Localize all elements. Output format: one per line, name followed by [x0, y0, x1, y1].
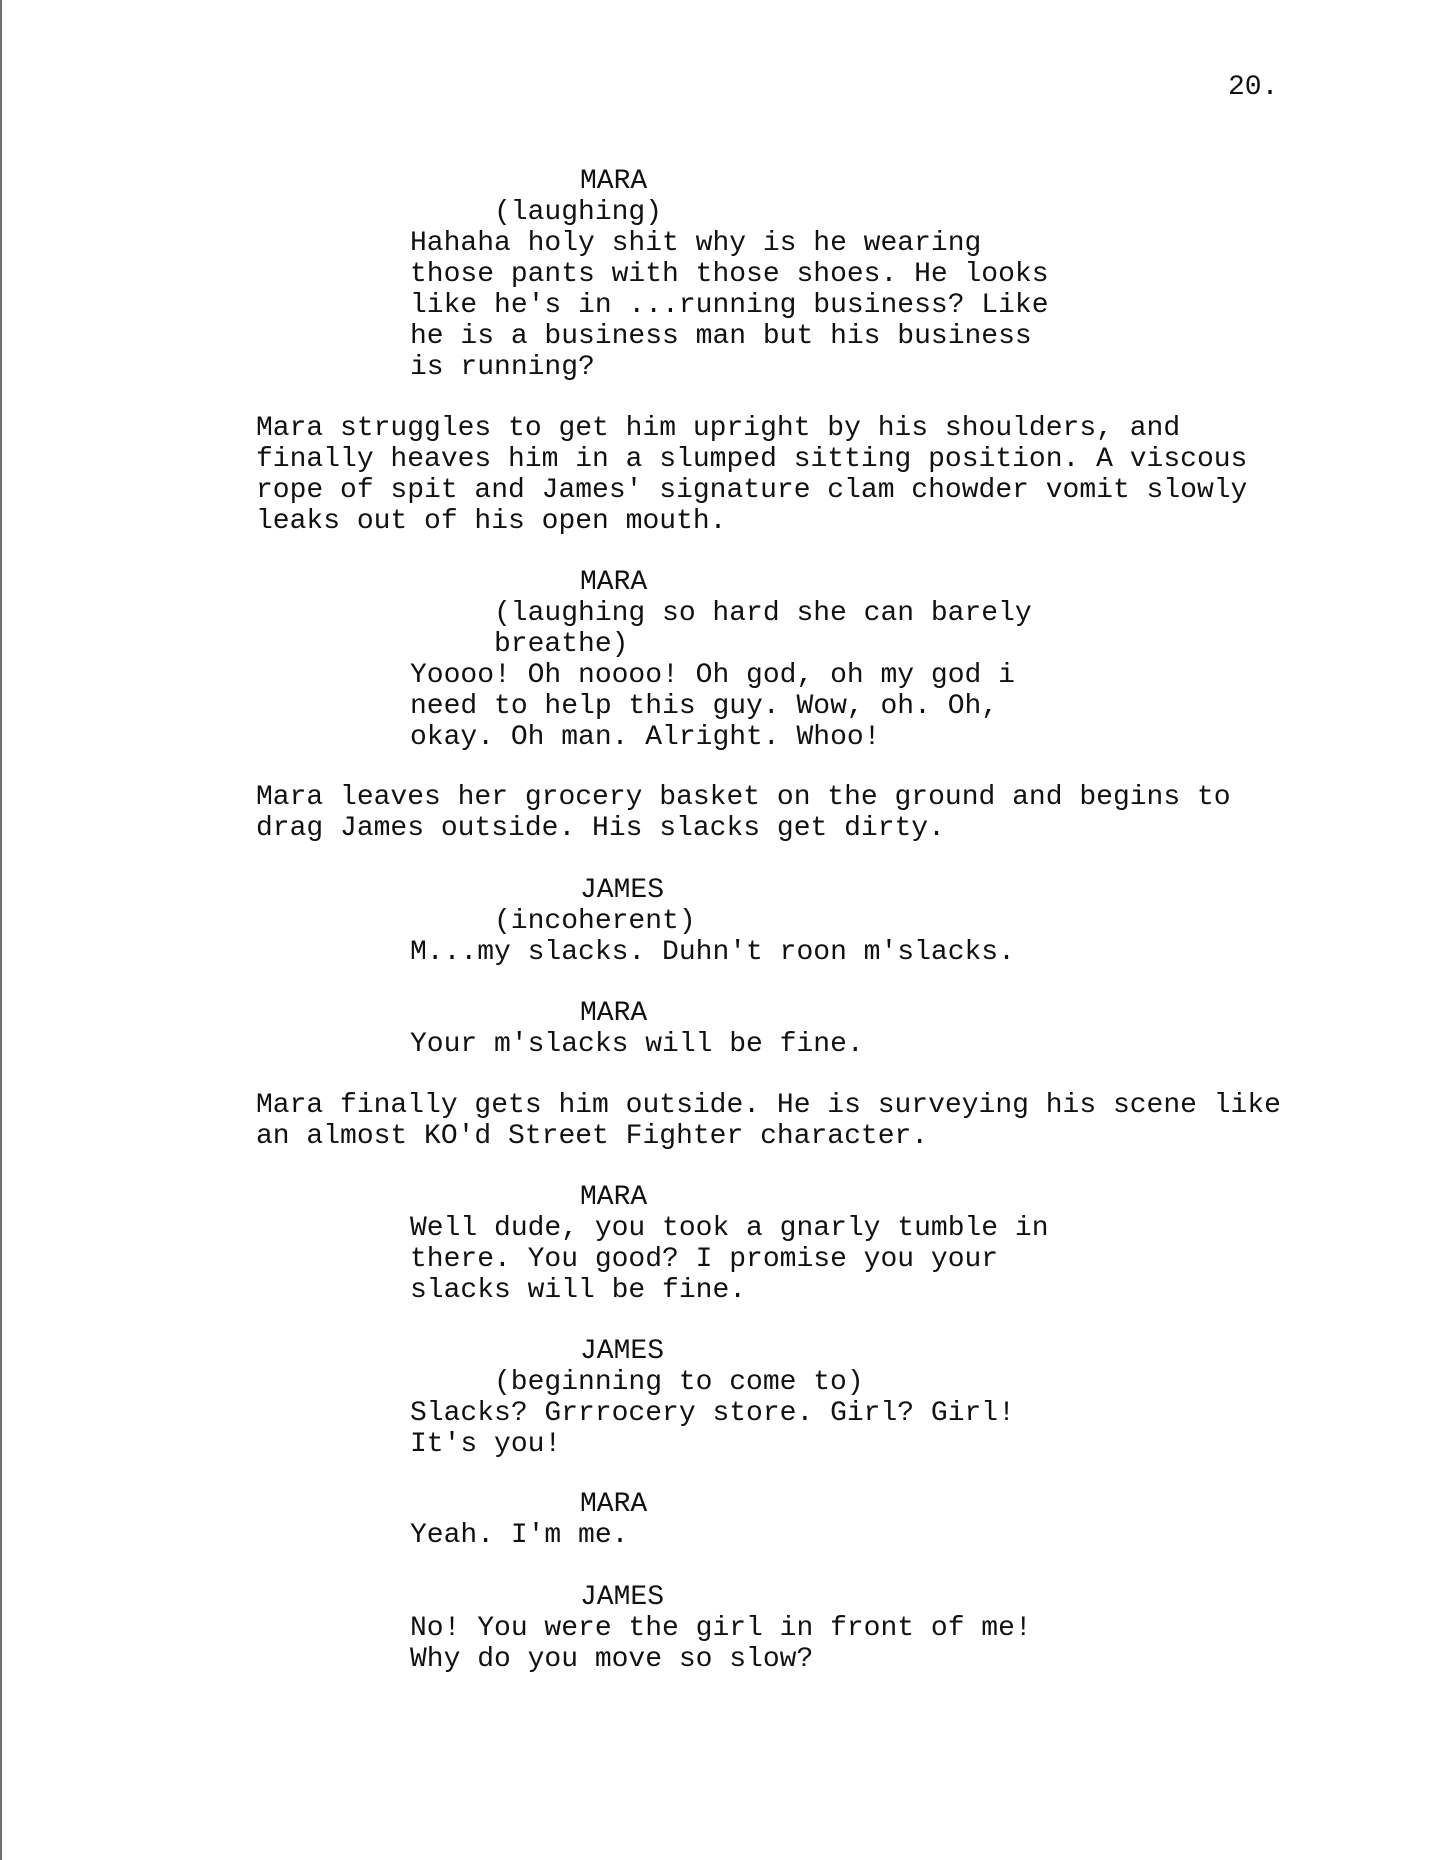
dialogue: Hahaha holy shit why is he wearing those pants with those shoes. He looks like he's in ...running business? Like he is a business man but his business is running? — [410, 228, 1049, 383]
action-line: Mara struggles to get him upright by his shoulders, and finally heaves him in a slumped sitting position. A viscous rope of spit and James' signature clam chowder vomit slowly leaks out of his open mouth. — [256, 413, 1248, 537]
page-number: 20. — [1228, 72, 1279, 103]
parenthetical: (laughing so hard she can barely breathe) — [494, 598, 1032, 660]
parenthetical: (incoherent) — [494, 906, 696, 937]
character-cue: JAMES — [580, 1336, 665, 1367]
dialogue: Well dude, you took a gnarly tumble in there. You good? I promise you your slacks will be fine. — [410, 1213, 1049, 1306]
character-cue: MARA — [580, 1182, 648, 1213]
character-cue: MARA — [580, 1489, 648, 1520]
character-cue: JAMES — [580, 875, 665, 906]
dialogue: Slacks? Grrrocery store. Girl? Girl! It's you! — [410, 1398, 1015, 1460]
action-line: Mara finally gets him outside. He is surveying his scene like an almost KO'd Street Fighter character. — [256, 1090, 1281, 1152]
character-cue: JAMES — [580, 1582, 665, 1613]
character-cue: MARA — [580, 567, 648, 598]
character-cue: MARA — [580, 166, 648, 197]
dialogue: M...my slacks. Duhn't roon m'slacks. — [410, 937, 1015, 968]
dialogue: Your m'slacks will be fine. — [410, 1029, 864, 1060]
parenthetical: (beginning to come to) — [494, 1367, 864, 1398]
parenthetical: (laughing) — [494, 197, 663, 228]
character-cue: MARA — [580, 998, 648, 1029]
dialogue: No! You were the girl in front of me! Why do you move so slow? — [410, 1613, 1032, 1675]
dialogue: Yoooo! Oh noooo! Oh god, oh my god i need to help this guy. Wow, oh. Oh, okay. Oh man. Alright. Whoo! — [410, 660, 1015, 753]
action-line: Mara leaves her grocery basket on the ground and begins to drag James outside. His slacks get dirty. — [256, 782, 1231, 844]
dialogue: Yeah. I'm me. — [410, 1520, 629, 1551]
